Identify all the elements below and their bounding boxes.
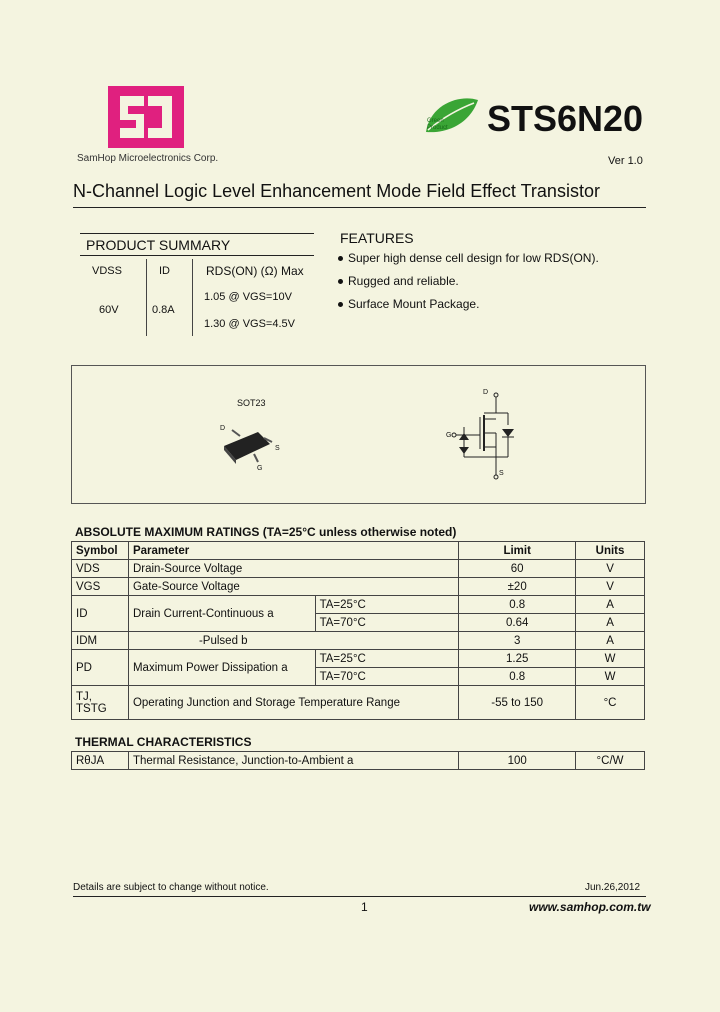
limit-cell: 0.8 bbox=[459, 668, 576, 686]
footer-divider bbox=[73, 896, 646, 897]
summary-rds-value-2: 1.30 @ VGS=4.5V bbox=[204, 318, 295, 330]
limit-cell: 3 bbox=[459, 632, 576, 650]
symbol-cell: ID bbox=[72, 596, 129, 632]
limit-cell: 1.25 bbox=[459, 650, 576, 668]
company-logo bbox=[108, 86, 184, 148]
version: Ver 1.0 bbox=[608, 155, 643, 167]
schematic-pin-s: S bbox=[499, 470, 504, 477]
unit-cell: W bbox=[576, 668, 645, 686]
summary-vdss-value: 60V bbox=[99, 304, 119, 316]
table-header-row bbox=[72, 542, 645, 560]
features-title: FEATURES bbox=[340, 230, 414, 246]
parameter-cell: Maximum Power Dissipation a bbox=[128, 650, 315, 686]
unit-cell: W bbox=[576, 650, 645, 668]
parameter-cell: Thermal Resistance, Junction-to-Ambient a bbox=[128, 752, 458, 770]
parameter-cell: Gate-Source Voltage bbox=[128, 578, 458, 596]
feature-item: Surface Mount Package. bbox=[338, 297, 479, 311]
product-summary-title: PRODUCT SUMMARY bbox=[86, 237, 231, 253]
ratings-table bbox=[71, 541, 645, 720]
table-row bbox=[72, 650, 645, 668]
summary-col-rds: RDS(ON) (Ω) Max bbox=[206, 264, 304, 278]
thermal-title: THERMAL CHARACTERISTICS bbox=[75, 735, 252, 749]
feature-item: Rugged and reliable. bbox=[338, 274, 459, 288]
unit-cell: A bbox=[576, 596, 645, 614]
summary-divider-2 bbox=[192, 259, 193, 336]
sot23-package-icon bbox=[218, 420, 278, 468]
limit-cell: 0.64 bbox=[459, 614, 576, 632]
limit-cell: 100 bbox=[459, 752, 576, 770]
bullet-icon bbox=[338, 279, 343, 284]
ratings-title: ABSOLUTE MAXIMUM RATINGS (TA=25°C unless otherwise noted) bbox=[75, 525, 457, 539]
parameter-cell: -Pulsed b bbox=[128, 632, 458, 650]
summary-top-rule bbox=[80, 233, 314, 234]
package-pin-g: G bbox=[257, 465, 263, 472]
parameter-cell: Drain Current-Continuous a bbox=[128, 596, 315, 632]
footer-date: Jun.26,2012 bbox=[585, 882, 641, 893]
unit-cell: °C bbox=[576, 686, 645, 720]
table-row bbox=[72, 578, 645, 596]
condition-cell: TA=25°C bbox=[315, 650, 459, 668]
thermal-table bbox=[71, 751, 645, 770]
condition-cell: TA=70°C bbox=[315, 614, 459, 632]
limit-cell: 60 bbox=[459, 560, 576, 578]
summary-rds-value-1: 1.05 @ VGS=10V bbox=[204, 291, 292, 303]
header-parameter: Parameter bbox=[128, 542, 458, 560]
package-name: SOT23 bbox=[237, 398, 266, 408]
unit-cell: V bbox=[576, 560, 645, 578]
unit-cell: V bbox=[576, 578, 645, 596]
company-name: SamHop Microelectronics Corp. bbox=[77, 153, 219, 164]
package-diagram-box bbox=[71, 365, 646, 504]
green-product-label: Green Product bbox=[427, 118, 448, 131]
footer-notice: Details are subject to change without notice. bbox=[73, 882, 269, 893]
unit-cell: A bbox=[576, 614, 645, 632]
header-limit: Limit bbox=[459, 542, 576, 560]
summary-col-id: ID bbox=[159, 265, 170, 277]
parameter-cell: Drain-Source Voltage bbox=[128, 560, 458, 578]
summary-id-value: 0.8A bbox=[152, 304, 175, 316]
limit-cell: ±20 bbox=[459, 578, 576, 596]
symbol-cell: RθJA bbox=[72, 752, 129, 770]
bullet-icon bbox=[338, 302, 343, 307]
header-symbol: Symbol bbox=[72, 542, 129, 560]
summary-header-rule bbox=[80, 255, 314, 256]
bullet-icon bbox=[338, 256, 343, 261]
parameter-cell: Operating Junction and Storage Temperature Range bbox=[128, 686, 458, 720]
schematic-pin-g: G bbox=[446, 432, 452, 439]
table-row bbox=[72, 560, 645, 578]
unit-cell: A bbox=[576, 632, 645, 650]
limit-cell: -55 to 150 bbox=[459, 686, 576, 720]
symbol-cell: VDS bbox=[72, 560, 129, 578]
title-divider bbox=[73, 207, 646, 208]
mosfet-schematic-icon bbox=[440, 385, 530, 485]
page-number: 1 bbox=[361, 900, 368, 914]
package-pin-s: S bbox=[275, 445, 280, 452]
table-row bbox=[72, 632, 645, 650]
condition-cell: TA=70°C bbox=[315, 668, 459, 686]
summary-col-vdss: VDSS bbox=[92, 265, 122, 277]
symbol-cell: TJ, TSTG bbox=[72, 686, 129, 720]
summary-divider-1 bbox=[146, 259, 147, 336]
package-pin-d: D bbox=[220, 425, 226, 432]
condition-cell: TA=25°C bbox=[315, 596, 459, 614]
symbol-cell: PD bbox=[72, 650, 129, 686]
unit-cell: °C/W bbox=[576, 752, 645, 770]
schematic-pin-d: D bbox=[483, 389, 489, 396]
part-number: STS6N20 bbox=[487, 98, 644, 139]
symbol-cell: VGS bbox=[72, 578, 129, 596]
feature-item: Super high dense cell design for low RDS(ON). bbox=[338, 251, 599, 265]
table-row bbox=[72, 686, 645, 720]
limit-cell: 0.8 bbox=[459, 596, 576, 614]
website-link[interactable]: www.samhop.com.tw bbox=[529, 900, 651, 914]
table-row bbox=[72, 596, 645, 614]
symbol-cell: IDM bbox=[72, 632, 129, 650]
table-row bbox=[72, 752, 645, 770]
header-units: Units bbox=[576, 542, 645, 560]
page-title: N-Channel Logic Level Enhancement Mode Field Effect Transistor bbox=[73, 181, 600, 201]
